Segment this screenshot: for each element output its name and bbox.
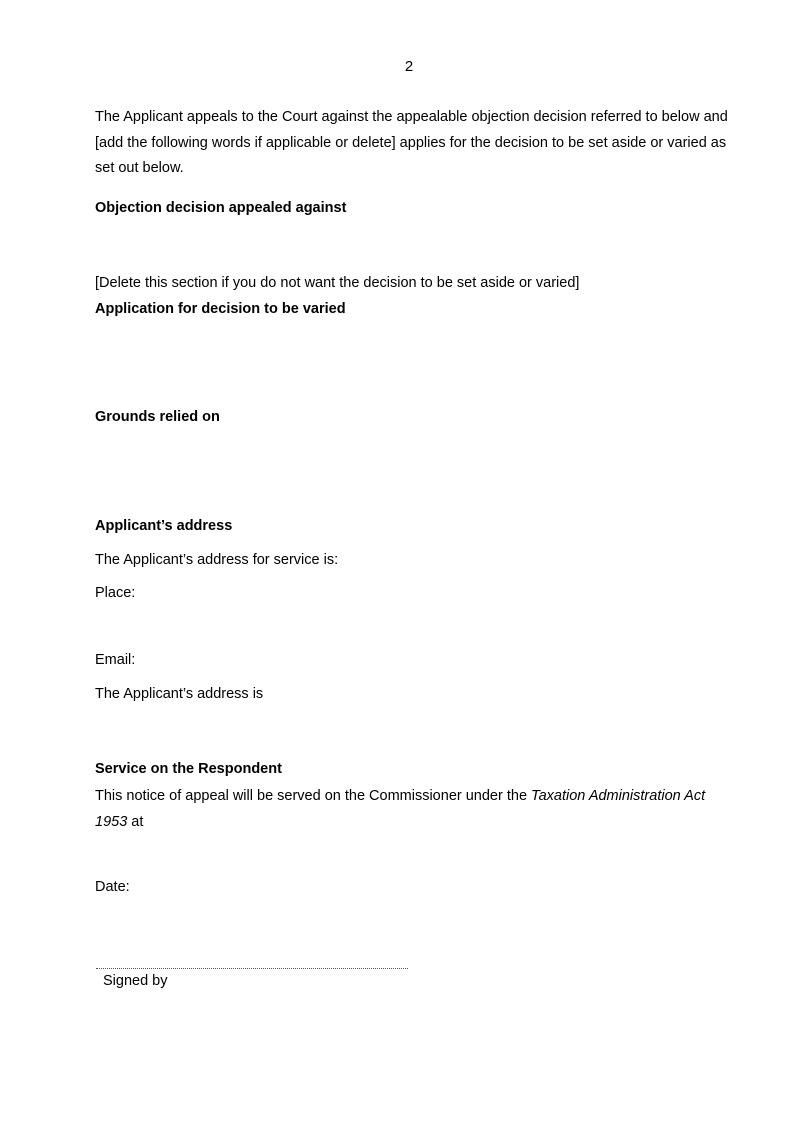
service-text: This notice of appeal will be served on the Commissioner under the [95, 788, 532, 804]
service-address-text: The Applicant’s address for service is: [95, 552, 339, 568]
signature-line [96, 968, 408, 969]
date-label: Date: [95, 879, 130, 895]
signed-by-label: Signed by [103, 973, 168, 989]
applicant-address-heading: Applicant’s address [95, 518, 233, 534]
objection-decision-heading: Objection decision appealed against [95, 200, 347, 216]
decision-varied-heading: Application for decision to be varied [95, 301, 346, 317]
act-title: Taxation Administration Act 1953 [95, 788, 706, 830]
place-label: Place: [95, 585, 136, 601]
applicant-address-text: The Applicant’s address is [95, 686, 264, 702]
delete-section-note: [Delete this section if you do not want the decision to be set aside or varied] [95, 275, 580, 291]
email-label: Email: [95, 652, 136, 668]
service-paragraph [95, 784, 735, 835]
page-number: 2 [404, 58, 414, 75]
service-text-end: at [127, 813, 144, 830]
service-respondent-heading: Service on the Respondent [95, 761, 282, 777]
intro-paragraph: The Applicant appeals to the Court against the appealable objection decision referred to below and [add the following words if applicable or delete] applies for the decision to be set aside or varied as set out below. [95, 109, 728, 176]
grounds-heading: Grounds relied on [95, 409, 220, 425]
